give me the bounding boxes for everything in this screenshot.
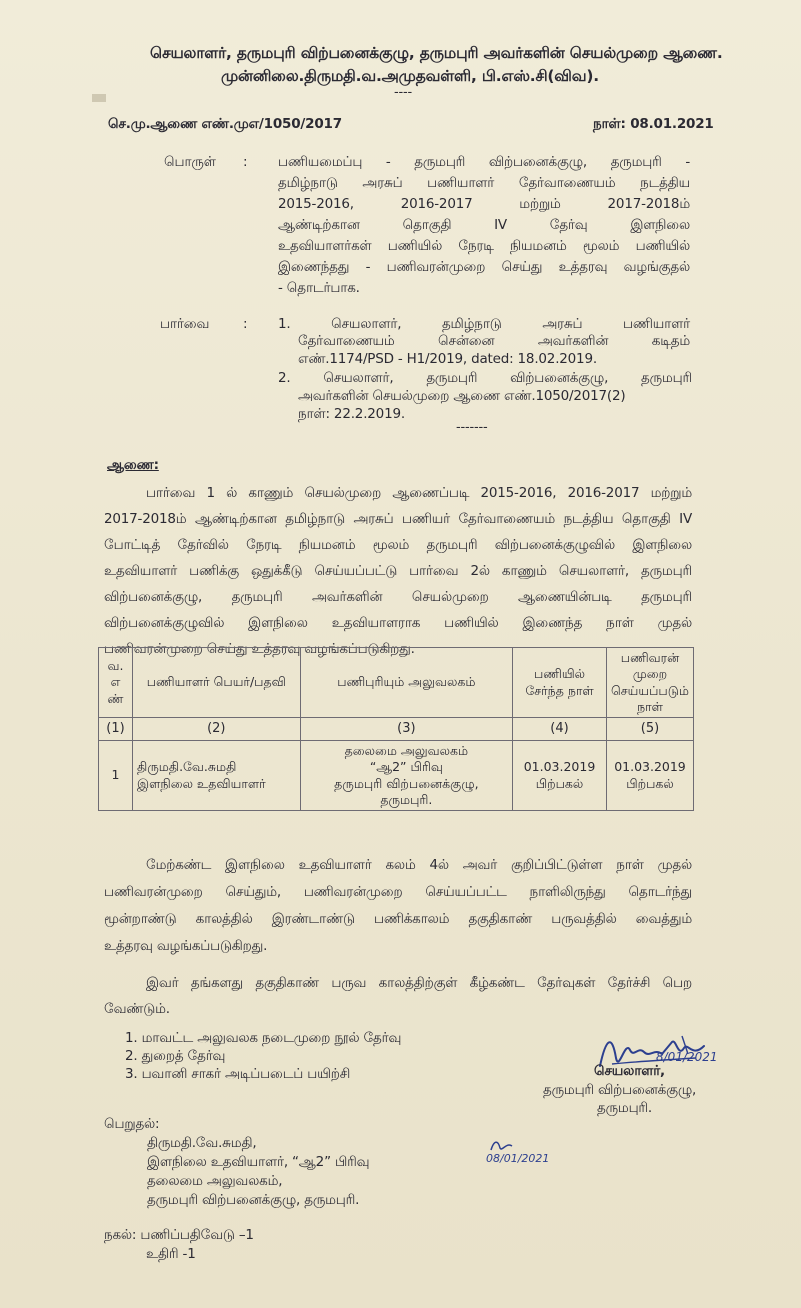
reference-label: பார்வை — [160, 316, 210, 332]
reference-divider: ------- — [456, 420, 488, 435]
document-page: செயலாளர், தருமபுரி விற்பனைக்குழு, தருமபுரி அவர்களின் செயல்முறை ஆணை. முன்னிலை.திருமதி.வ.அமுதவள்ளி, பி.எஸ்.சி(விவ). ---- செ.மு.ஆணை எண்.முஎ/1050/2017 நாள்: 08.01.2021 பொருள் : பணியமைப்பு - தருமபுரி விற்பனைக்குழு, தருமபுரி - தமிழ்நாடு அரசுப் பணியாளர் தேர்வாணையம் நடத்திய 2015-2016, 2016-2017 மற்றும் 2017-2018ம் ஆண்டிற்கான தொகுதி IV தேர்வு இளநிலை உதவியாளர்கள் பணியில் நேரடி நியமனம் மூலம் பணியில் இணைந்தது - பணிவரன்முறை செய்து உத்தரவு வழங்குதல் - தொடர்பாக. பார்வை : 1. செயலாளர், தமிழ்நாடு அரசுப் பணியாளர் தேர்வாணையம் சென்னை அவர்களின் கடிதம் எண்.1174/PSD - H1/2019, dated: 18.02.2019. 2. செயலாளர், தருமபுரி விற்பனைக்குழு, தருமபுரி அவர்களின் செயல்முறை ஆணை எண்.1050/2017(2) நாள்: 22.2.2019. ------- ஆணை: பார்வை 1 ல் காணும் செயல்முறை ஆணைப்படி 2015-2016, 2016-2017 மற்றும் 2017-2018ம் ஆண்டிற்கான தமிழ்நாடு அரசுப் பணியர் தேர்வாணையம் நடத்திய தொகுதி IV போட்டித் தேர்வில் நேரடி நியமனம் மூலம் தருமபுரி விற்பனைக்குழுவில் இளநிலை உதவியாளர் பணிக்கு ஒதுக்கீடு செய்யப்பட்டு பார்வை 2ல் காணும் செயலாளர், தருமபுரி விற்பனைக்குழு, தருமபுரி அவர்களின் செயல்முறை ஆணையின்படி தருமபுரி விற்பனைக்குழுவில் இளநிலை உதவியாளராக பணியில் இணைந்த நாள் முதல் பணிவரன்முறை செய்து உத்தரவு வழங்கப்படுகிறது. வ. எ ண் பணியாளர் பெயர்/பதவி பணிபுரியும் அலுவலகம் பணியில் சேர்ந்த நாள் பணிவரன் முறை செய்யப்படும் நாள் (1) (2) (3) (4) (5) 1 திருமதி.வே.சுமதி இளநிலை உதவியாளர் தலைமை அலுவலகம் “ஆ2” பிரிவு தருமபுரி விற்பனைக்குழு, தருமபுரி. 01.03.2019 பிற்பகல் 01.03.2019 பிற்பகல் மேற்கண்ட இளநிலை உதவியாளர் கலம் 4ல் அவர் குறிப்பிட்டுள்ள நாள் முதல் பணிவரன்முறை செய்தும், பணிவரன்முறை செய்யப்பட்ட நாளிலிருந்து தொடர்ந்து மூன்றாண்டு காலத்தில் இரண்டாண்டு பணிக்காலம் தகுதிகாண் பருவத்தில் வைத்தும் உத்தரவு வழங்கப்படுகிறது. இவர் தங்களது தகுதிகாண் பருவ காலத்திற்குள் கீழ்கண்ட தேர்வுகள் தேர்ச்சி பெற வேண்டும். 1. மாவட்ட அலுவலக நடைமுறை நூல் தேர்வு 2. துறைத் தேர்வு 3. பவானி சாகர் அடிப்படைப் பயிற்சி 8/01/2021 செயலாளர், தருமபுரி விற்பனைக்குழு, தருமபுரி. 08/01/2021 பெறுதல்: திருமதி.வே.சுமதி, இளநிலை உதவியாளர், “ஆ2” பிரிவு தலைமை அலுவலகம், தருமபுரி விற்பனைக்குழு, தருமபுரி. நகல்: பணிப்பதிவேடு –1 உதிரி -1 — [0, 0, 801, 1308]
cell-employee: திருமதி.வே.சுமதி இளநிலை உதவியாளர் — [132, 741, 300, 811]
column-header-regularised: பணிவரன் முறை செய்யப்படும் நாள் — [606, 648, 693, 718]
signature-place: தருமபுரி. — [597, 1100, 653, 1116]
cell-office: தலைமை அலுவலகம் “ஆ2” பிரிவு தருமபுரி விற்பனைக்குழு, தருமபுரி. — [300, 741, 512, 811]
order-heading: ஆணை: — [107, 457, 159, 473]
subject-colon: : — [243, 154, 248, 170]
header-line-1: செயலாளர், தருமபுரி விற்பனைக்குழு, தருமபுரி அவர்களின் செயல்முறை ஆணை. — [150, 44, 723, 62]
table-header-row — [99, 648, 694, 718]
column-header-sno: வ. எ ண் — [99, 648, 133, 718]
table-number-row: (1) (2) (3) (4) (5) — [99, 718, 694, 741]
initial-date: 08/01/2021 — [486, 1152, 550, 1165]
signature-office: தருமபுரி விற்பனைக்குழு, — [543, 1082, 697, 1098]
reference-colon: : — [243, 316, 248, 332]
copy-spare: உதிரி -1 — [146, 1246, 196, 1262]
subject-label: பொருள் — [164, 154, 216, 170]
header-line-2: முன்னிலை.திருமதி.வ.அமுதவள்ளி, பி.எஸ்.சி(விவ). — [221, 67, 599, 85]
column-header-joined: பணியில் சேர்ந்த நாள் — [513, 648, 607, 718]
list-item: 2. துறைத் தேர்வு — [125, 1048, 226, 1064]
order-date: நாள்: 08.01.2021 — [593, 116, 714, 132]
cell-sno: 1 — [99, 741, 133, 811]
cell-joined-date: 01.03.2019 பிற்பகல் — [513, 741, 607, 811]
scan-smudge — [92, 94, 106, 102]
column-header-office: பணிபுரியும் அலுவலகம் — [300, 648, 512, 718]
copy-label: நகல்: பணிப்பதிவேடு –1 — [104, 1227, 254, 1243]
list-item: 1. மாவட்ட அலுவலக நடைமுறை நூல் தேர்வு — [125, 1030, 402, 1046]
column-header-name: பணியாளர் பெயர்/பதவி — [132, 648, 300, 718]
regularisation-table — [98, 647, 694, 811]
signature-title: செயலாளர், — [594, 1063, 665, 1079]
cell-regularised-date: 01.03.2019 பிற்பகல் — [606, 741, 693, 811]
recipient-label: பெறுதல்: — [104, 1116, 160, 1132]
list-item: 3. பவானி சாகர் அடிப்படைப் பயிற்சி — [125, 1066, 351, 1082]
table-row — [99, 741, 694, 811]
signature-handwritten-date: 8/01/2021 — [656, 1050, 718, 1064]
order-reference-number: செ.மு.ஆணை எண்.முஎ/1050/2017 — [108, 116, 342, 132]
header-divider: ---- — [394, 85, 412, 100]
